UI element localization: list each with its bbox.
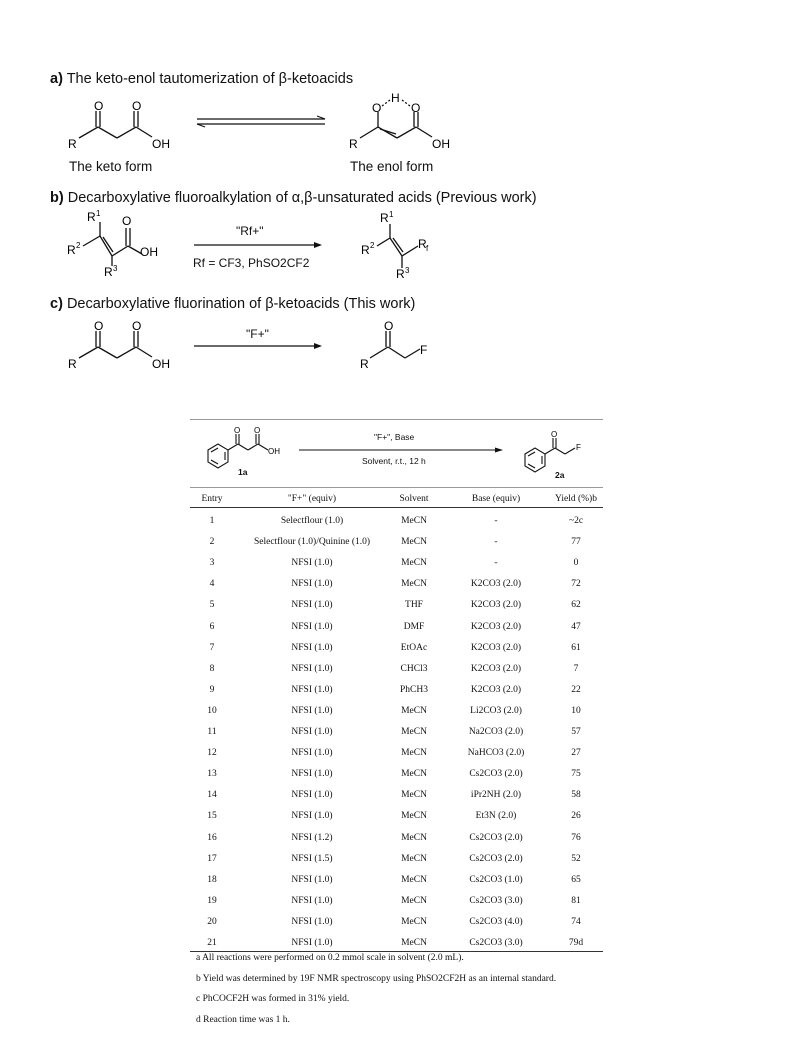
header-base: Base (equiv) [471,494,521,504]
cell-base: K2CO3 (2.0) [470,621,522,632]
cell-base: K2CO3 (2.0) [470,642,522,653]
table-row [190,892,610,914]
cell-solvent: THF [405,600,423,611]
svg-text:R: R [87,210,96,224]
cell-base: K2CO3 (2.0) [470,600,522,611]
cell-entry: 19 [207,895,217,906]
table-row [190,702,610,724]
cell-base: Et3N (2.0) [475,811,517,822]
cell-yield: 62 [571,600,581,611]
svg-text:O: O [94,99,104,113]
svg-text:O: O [94,319,104,333]
cell-solvent: MeCN [401,832,427,843]
footnote-d: d Reaction time was 1 h. [196,1015,290,1025]
cell-f-reagent: Selectflour (1.0) [280,516,344,526]
product-label: 2a [555,470,565,480]
cell-solvent: MeCN [401,916,427,927]
cell-f-reagent: NFSI (1.0) [291,663,333,674]
cell-base: NaHCO3 (2.0) [467,748,525,759]
table-row [190,786,610,808]
fluoroalkylated-alkene-structure [358,208,448,283]
keto-form-structure [66,100,176,160]
scheme-arrow [297,446,507,454]
cell-yield: 57 [571,727,581,737]
section-c-reagent: "F+" [246,327,269,341]
svg-text:R: R [68,357,77,371]
equilibrium-arrows [195,116,330,128]
header-f-reagent: "F+" (equiv) [287,494,337,504]
cell-f-reagent: NFSI (1.0) [291,727,333,737]
table-top-rule [190,419,603,420]
svg-text:1: 1 [389,210,394,219]
cell-entry: 6 [209,621,215,632]
cell-solvent: MeCN [401,705,427,716]
table-row [190,723,610,745]
cell-yield: 75 [571,769,581,780]
cell-yield: 77 [571,537,581,548]
svg-text:O: O [551,430,558,439]
table-row [190,533,610,555]
table-row [190,660,610,682]
cell-f-reagent: NFSI (1.0) [291,684,333,695]
cell-f-reagent: NFSI (1.0) [291,642,333,653]
cell-yield: 81 [571,895,581,906]
cell-entry: 10 [207,705,217,716]
cell-entry: 13 [207,769,217,780]
table-row [190,596,610,618]
cell-f-reagent: NFSI (1.0) [291,705,333,716]
svg-text:R: R [349,137,358,151]
scheme-bottom-rule [190,487,603,488]
table-row [190,871,610,893]
svg-text:R: R [360,357,369,371]
cell-f-reagent: NFSI (1.0) [291,811,333,822]
cell-solvent: MeCN [401,558,427,569]
svg-text:O: O [132,319,142,333]
cell-solvent: MeCN [401,516,427,526]
cell-yield: 52 [571,853,581,864]
section-b-conditions: Rf = CF3, PhSO2CF2 [193,256,310,270]
cell-entry: 4 [209,579,215,590]
table-header-rule [190,507,603,508]
beta-ketoacid-structure [66,320,176,380]
cell-yield: ~2c [568,516,584,526]
svg-text:1: 1 [96,209,101,218]
cell-entry: 12 [207,748,217,759]
cell-entry: 15 [207,811,217,822]
cell-entry: 9 [209,684,215,695]
table-row [190,554,610,576]
svg-text:OH: OH [152,137,170,151]
cell-f-reagent: NFSI (1.0) [291,600,333,611]
cell-yield: 26 [571,811,581,822]
cell-solvent: MeCN [401,790,427,801]
svg-text:R: R [418,237,427,251]
table-row [190,512,610,534]
footnote-a: a All reactions were performed on 0.2 mmol scale in solvent (2.0 mL). [196,953,464,963]
cell-solvent: MeCN [401,579,427,590]
cell-base: Cs2CO3 (4.0) [469,916,523,927]
cell-base: iPr2NH (2.0) [470,790,522,801]
footnote-b: b Yield was determined by 19F NMR spectroscopy using PhSO2CF2H as an internal standard. [196,974,557,984]
table-row [190,618,610,640]
table-row [190,575,610,597]
cell-solvent: MeCN [401,938,427,948]
cell-solvent: EtOAc [400,642,428,653]
cell-yield: 65 [571,874,581,885]
table-row [190,850,610,872]
cell-solvent: MeCN [401,769,427,780]
svg-text:F: F [576,443,581,452]
svg-text:O: O [122,214,132,228]
svg-text:OH: OH [432,137,450,151]
cell-yield: 22 [571,684,581,695]
cell-yield: 10 [571,705,581,716]
section-b-reagent: "Rf+" [236,224,264,238]
svg-text:3: 3 [405,266,410,275]
svg-text:R: R [67,243,76,257]
svg-text:F: F [420,343,428,357]
section-b-title: b) Decarboxylative fluoroalkylation of α,β-unsaturated acids (Previous work) [50,190,537,206]
cell-yield: 27 [571,748,581,759]
cell-solvent: MeCN [401,748,427,759]
cell-base: - [494,558,498,569]
cell-entry: 16 [207,832,217,843]
svg-text:O: O [411,101,421,115]
enol-form-structure [346,92,456,160]
cell-f-reagent: NFSI (1.0) [291,895,333,906]
cell-solvent: MeCN [401,727,427,737]
cell-entry: 17 [207,853,217,864]
substrate-label: 1a [238,467,248,477]
scheme-reagent: "F+", Base [374,432,415,442]
cell-f-reagent: NFSI (1.0) [291,916,333,927]
table-header-row [190,494,610,508]
cell-entry: 5 [209,600,215,611]
cell-entry: 2 [209,537,215,548]
cell-yield: 47 [571,621,581,632]
table-row [190,744,610,766]
cell-base: K2CO3 (2.0) [470,579,522,590]
cell-f-reagent: NFSI (1.0) [291,621,333,632]
cell-yield: 61 [571,642,581,653]
cell-yield: 76 [571,832,581,843]
cell-f-reagent: NFSI (1.0) [291,769,333,780]
table-row [190,639,610,661]
cell-solvent: PhCH3 [400,684,428,695]
header-solvent: Solvent [399,494,429,504]
cell-base: Na2CO3 (2.0) [468,727,524,737]
cell-f-reagent: NFSI (1.0) [291,938,333,948]
table-row [190,765,610,787]
header-yield: Yield (%)b [555,494,597,504]
cell-entry: 1 [209,516,215,526]
svg-text:O: O [234,426,241,435]
cell-solvent: MeCN [401,853,427,864]
enol-form-caption: The enol form [350,159,434,174]
cell-entry: 8 [209,663,215,674]
svg-text:R: R [361,243,370,257]
svg-text:R: R [68,137,77,151]
svg-text:R: R [380,211,389,225]
svg-text:2: 2 [370,241,375,250]
cell-base: Cs2CO3 (1.0) [469,874,523,885]
cell-base: Cs2CO3 (2.0) [469,769,523,780]
cell-yield: 0 [573,558,579,569]
svg-text:O: O [384,319,394,333]
cell-base: K2CO3 (2.0) [470,684,522,695]
cell-f-reagent: NFSI (1.0) [291,579,333,590]
svg-text:2: 2 [76,241,81,250]
table-row [190,829,610,851]
unsaturated-acid-structure [64,208,174,278]
svg-text:f: f [426,244,429,253]
section-c-title: c) Decarboxylative fluorination of β-ketoacids (This work) [50,296,416,312]
table-row [190,681,610,703]
table-row [190,913,610,935]
cell-entry: 11 [207,727,217,737]
cell-solvent: MeCN [401,537,427,548]
cell-f-reagent: NFSI (1.0) [291,874,333,885]
cell-base: Cs2CO3 (3.0) [469,895,523,906]
svg-text:O: O [254,426,261,435]
footnote-c: c PhCOCF2H was formed in 31% yield. [196,994,350,1004]
svg-text:OH: OH [140,245,158,259]
cell-solvent: CHCl3 [400,663,428,674]
cell-yield: 74 [571,916,581,927]
cell-yield: 7 [573,663,579,674]
cell-base: Li2CO3 (2.0) [470,705,522,716]
cell-solvent: MeCN [401,811,427,822]
cell-yield: 58 [571,790,581,801]
keto-form-caption: The keto form [69,159,153,174]
svg-text:O: O [132,99,142,113]
svg-text:O: O [372,101,382,115]
cell-entry: 21 [207,938,217,948]
header-entry: Entry [201,494,223,504]
table-bottom-rule [190,951,603,952]
product-2a-structure [515,424,600,474]
cell-entry: 3 [209,558,215,569]
cell-yield: 72 [571,579,581,590]
cell-f-reagent: NFSI (1.5) [291,853,333,864]
cell-f-reagent: NFSI (1.0) [291,790,333,801]
cell-base: K2CO3 (2.0) [470,663,522,674]
cell-base: Cs2CO3 (2.0) [469,832,523,843]
svg-text:R: R [396,267,405,281]
cell-f-reagent: NFSI (1.2) [291,832,333,843]
cell-base: Cs2CO3 (2.0) [469,853,523,864]
cell-entry: 18 [207,874,217,885]
cell-f-reagent: NFSI (1.0) [291,748,333,759]
cell-base: - [494,537,498,548]
cell-solvent: MeCN [401,895,427,906]
section-b-arrow [192,241,327,249]
svg-text:H: H [391,91,400,105]
section-c-arrow [192,342,327,350]
section-a-title: a) The keto-enol tautomerization of β-ketoacids [50,71,354,87]
fluoroketone-structure [358,320,438,380]
cell-entry: 14 [207,790,217,801]
cell-solvent: DMF [403,621,425,632]
cell-entry: 7 [209,642,215,653]
cell-yield: 79d [568,938,584,948]
svg-text:3: 3 [113,264,118,273]
svg-text:R: R [104,265,113,279]
scheme-conditions: Solvent, r.t., 12 h [362,456,426,466]
cell-base: Cs2CO3 (3.0) [469,938,523,948]
cell-solvent: MeCN [401,874,427,885]
table-row [190,807,610,829]
svg-text:OH: OH [152,357,170,371]
cell-f-reagent: Selectflour (1.0)/Quinine (1.0) [253,537,371,548]
cell-entry: 20 [207,916,217,927]
cell-base: - [494,516,498,526]
svg-text:OH: OH [268,447,280,456]
cell-f-reagent: NFSI (1.0) [291,558,333,569]
